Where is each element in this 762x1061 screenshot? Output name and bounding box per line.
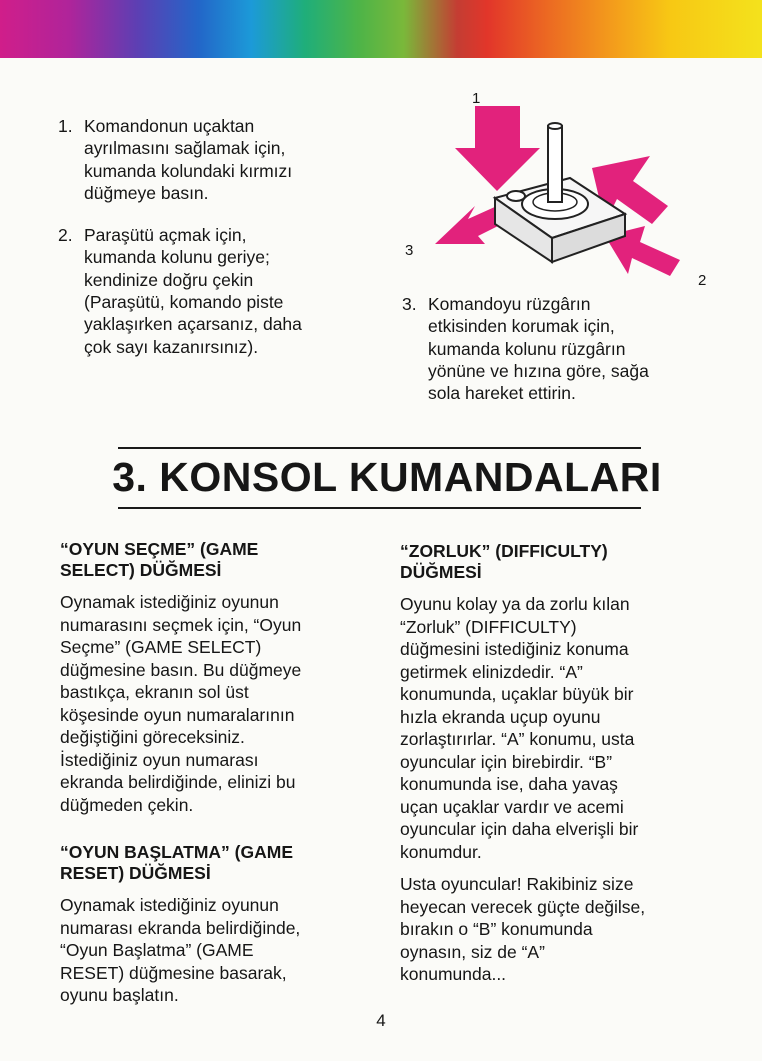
game-select-heading: “OYUN SEÇME” (GAME SELECT) DÜĞMESİ [60,539,259,580]
arrow-down [455,106,540,191]
left-column [60,539,380,1017]
instruction-number: 1. [58,116,73,136]
illustration-label-3: 3 [405,242,414,259]
game-reset-text: Oynamak istediğiniz oyunun numarası ekranda belirdiğinde, “Oyun Başlatma” (GAME RESET) düğmesine basarak, oyunu başlatın. [60,895,301,1005]
section-title: 3. KONSOL KUMANDALARI [112,454,662,500]
instruction-number: 2. [58,225,73,246]
illustration-label-2: 2 [698,272,707,289]
tip-text: Usta oyuncular! Rakibiniz size heyecan verecek güçte değilse, bırakın o “B” konumunda oynasın, siz de “A” konumunda... [400,874,646,984]
game-select-text: Oynamak istediğiniz oyunun numarasını seçmek için, “Oyun Seçme” (GAME SELECT) düğmesine basın. Bu düğmeye bastıkça, ekranın sol üst köşesinde oyun numaralarının değiştiğini göreceksiniz. İstediğiniz oyun numarası ekranda belirdiğinde, elinizi bu düğmeden çekin. [60,592,302,815]
game-reset-heading: “OYUN BAŞLATMA” (GAME RESET) DÜĞMESİ [60,842,293,883]
instruction-item-2 [58,224,388,358]
rainbow-header-band [0,0,762,58]
instruction-text: Paraşütü açmak için, kumanda kolunu geriye; kendinize doğru çekin (Paraşütü, komando piste yaklaşırken açarsanız, daha çok sayı kazanırsınız). [84,225,302,357]
page-number: 4 [376,1011,386,1030]
title-bottom-rule [118,507,641,509]
joystick-icon [400,86,720,296]
instruction-list-left [58,115,388,378]
joystick-stick [548,123,562,202]
instruction-number: 3. [402,294,417,314]
instruction-text: Komandoyu rüzgârın etkisinden korumak için, kumanda kolunu rüzgârın yönüne ve hızına göre, sağa sola hareket ettirin. [428,294,649,404]
difficulty-text: Oyunu kolay ya da zorlu kılan “Zorluk” (DIFFICULTY) düğmesini istediğiniz konuma getirmek elinizdedir. “A” konumunda, uçaklar büyük bir hızla ekranda uçup oyunu zorlaştırırlar. “A” konumu, usta oyuncular için birebirdir. “B” konumunda ise, daha yavaş uçan uçaklar vardır ve acemi oyuncular için daha elverişli bir konumdur. [400,594,639,862]
right-column [400,541,730,996]
difficulty-heading: “ZORLUK” (DIFFICULTY) DÜĞMESİ [400,541,608,582]
instruction-item-3 [402,293,722,404]
title-top-rule [118,447,641,449]
instruction-item-1 [58,115,388,204]
instruction-list-right [402,293,722,424]
joystick-illustration [400,86,720,296]
instruction-text: Komandonun uçaktan ayrılmasını sağlamak için, kumanda kolundaki kırmızı düğmeye basın. [84,116,293,203]
illustration-label-1: 1 [472,90,481,107]
